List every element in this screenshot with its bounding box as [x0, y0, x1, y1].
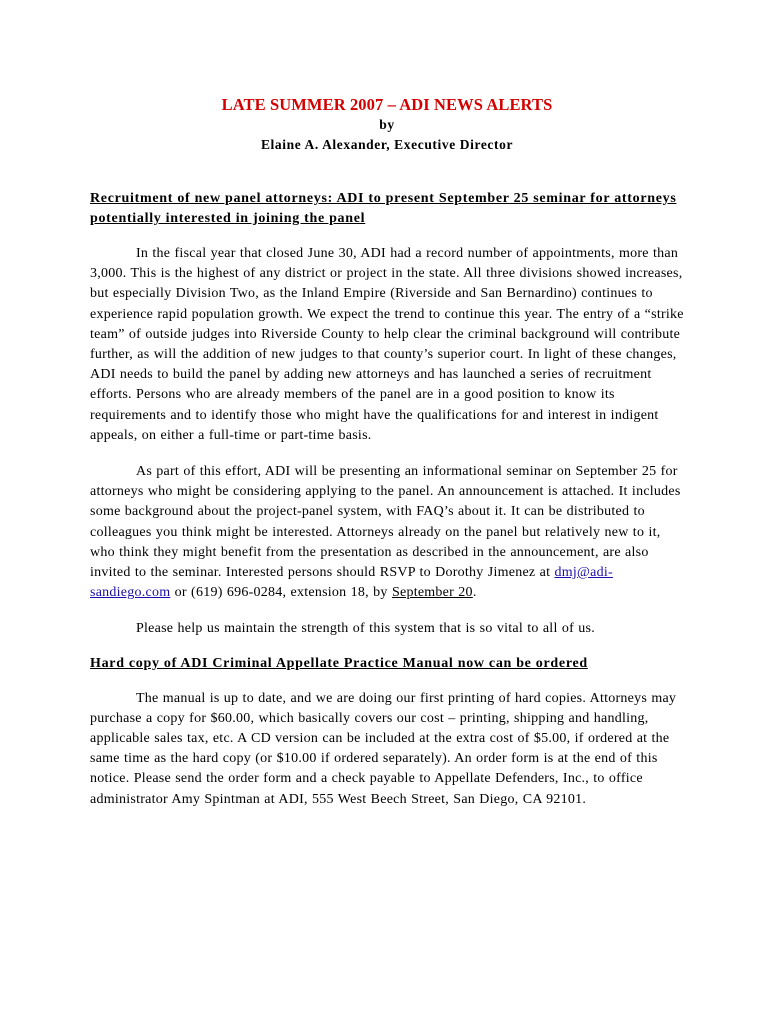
section-heading-recruitment: Recruitment of new panel attorneys: ADI to present September 25 seminar for attorneys potentially interested in joining the panel	[90, 191, 677, 226]
rsvp-phone-text: or (619) 696-0284, extension 18, by	[170, 585, 392, 601]
rsvp-deadline: September 20	[391, 585, 473, 601]
paragraph-closing: Please help us maintain the strength of this system that is so vital to all of us.	[136, 621, 595, 637]
paragraph-seminar	[90, 462, 684, 603]
seminar-end: .	[472, 585, 477, 601]
author-line: Elaine A. Alexander, Executive Director	[260, 137, 514, 152]
paragraph-manual-order: The manual is up to date, and we are doing our first printing of hard copies. Attorneys may purchase a copy for $60.00, which basically covers our cost – printing, shipping and handling, applicable sales tax, etc. A CD version can be included at the extra cost of $5.00, if ordered at the same time as the hard copy (or $10.00 if ordered separately). An order form is at the end of this notice. Please send the order form and a check payable to Appellate Defenders, Inc., to office administrator Amy Spintman at ADI, 555 West Beech Street, San Diego, CA 92101.	[90, 690, 677, 807]
paragraph-fiscal-year: In the fiscal year that closed June 30, ADI had a record number of appointments, more than 3,000. This is the highest of any district or project in the state. All three divisions showed increases, but especially Division Two, as the Inland Empire (Riverside and San Bernardino) continues to experience rapid population growth. We expect the trend to continue this year. The entry of a “strike team” of outside judges into Riverside County to help clear the criminal background will contribute further, as will the addition of new judges to that county’s superior court. In light of these changes, ADI needs to build the panel by adding new attorneys and has launched a series of recruitment efforts. Persons who are already members of the panel are in a good position to know its requirements and to identify those who might have the qualifications for and interest in indigent appeals, on either a full-time or part-time basis.	[90, 246, 684, 443]
byline-by: by	[379, 117, 395, 132]
seminar-text: As part of this effort, ADI will be presenting an informational seminar on September 25 for attorneys who might be considering applying to the panel. An announcement is attached. It includes some background about the project-panel system, with FAQ’s about it. It can be distributed to colleagues you think might be interested. Attorneys already on the panel but relatively new to it, who think they might benefit from the presentation as described in the announcement, are also invited to the seminar. Interested persons should RSVP to Dorothy Jimenez at	[90, 464, 681, 581]
section-recruitment	[90, 189, 684, 640]
section-heading-manual: Hard copy of ADI Criminal Appellate Practice Manual now can be ordered	[90, 655, 588, 671]
rsvp-email-link[interactable]: dmj@adi-sandiego.com	[90, 565, 613, 601]
section-manual	[90, 654, 684, 810]
document-title: LATE SUMMER 2007 – ADI NEWS ALERTS	[221, 95, 553, 114]
